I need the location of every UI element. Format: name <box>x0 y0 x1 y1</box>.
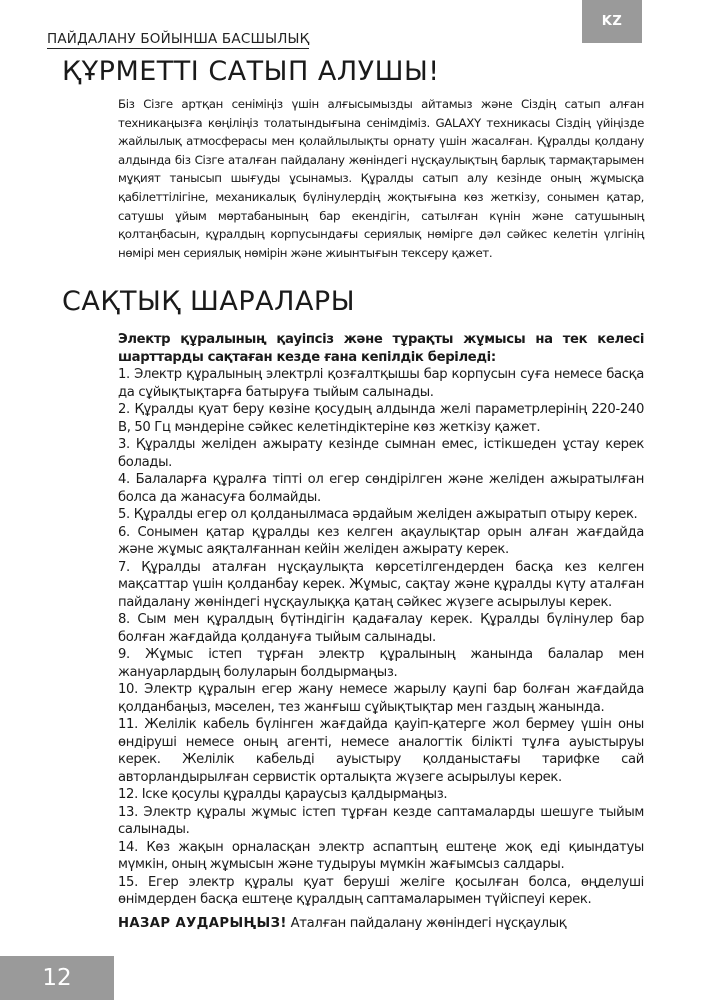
page-number: 12 <box>0 956 114 1000</box>
safety-item: 1. Электр құралының электрлі қозғалтқышы бар корпусын суға немесе басқа да сұйықтықтарға батыруға тыйым салынады. <box>118 367 644 400</box>
warning-label: НАЗАР АУДАРЫҢЫЗ! <box>118 915 287 931</box>
safety-item: 7. Құралды аталған нұсқаулықта көрсетілгендерден басқа кез келген мақсаттар үшін қолданбау керек. Жұмыс, сақтау және құралды күту аталған пайдалану жөніндегі нұсқаулыққа қатаң сәйкес жүзеге асырылуы керек. <box>118 559 644 610</box>
intro-paragraph: Біз Сізге артқан сеніміңіз үшін алғысымызды айтамыз және Сіздің сатып алған техникаңызға көңіліңіз толатындығына сенімдіміз. GALAXY техникасы Сіздің үйіңізде жайлылық атмосферасы мен қолайлылықты орнату үшін жасалған. Құралды қолдану алдында біз Сізге аталған пайдалану жөніндегі нұсқаулықтың барлық тармақтарымен мұқият танысып шығуды ұсынамыз. Құралды сатып алу кезінде оның жұмысқа қабілеттілігіне, механикалық бүлінулердің жоқтығына көз жеткізу, сонымен қатар, сатушы ұйым мөртабанының бар екендігін, сатылған күнін және сатушының қолтаңбасын, құралдың корпусындағы сериялық нөмірге дәл сәйкес келетін үлгінің нөмірі мен сериялық нөмірін және жиынтығын тексеру қажет. <box>118 97 644 260</box>
running-header: ПАЙДАЛАНУ БОЙЫНША БАСШЫЛЫҚ <box>47 31 310 47</box>
safety-item: 8. Сым мен құралдың бүтіндігін қадағалау керек. Құралды бүлінулер бар болған жағдайда қолдануға тыйым салынады. <box>118 612 644 645</box>
safety-item: 13. Электр құралы жұмыс істеп тұрған кезде саптамаларды шешуге тыйым салынады. <box>118 804 644 837</box>
safety-item: 14. Көз жақын орналасқан электр аспаптың ештеңе жоқ еді қиындатуы мүмкін, оның жұмысын және тудыруы мүмкін жағымсыз салдары. <box>118 839 644 872</box>
warning-text: Аталған пайдалану жөніндегі нұсқаулық <box>286 915 567 931</box>
greeting-title: ҚҰРМЕТТІ САТЫП АЛУШЫ! <box>62 56 440 87</box>
safety-item: 4. Балаларға құралға тіпті ол егер сөндірілген және желіден ажыратылған болса да жанасуға болмайды. <box>118 472 644 505</box>
safety-item: 3. Құралды желіден ажырату кезінде сымнан емес, істікшеден ұстау керек болады. <box>118 437 644 470</box>
safety-item: 12. Іске қосулы құралды қараусыз қалдырмаңыз. <box>118 787 448 802</box>
safety-item: 11. Желілік кабель бүлінген жағдайда қауіп-қатерге жол бермеу үшін оны өндіруші немесе оның агенті, немесе аналогтік білікті тұлға ауыстыруы керек. Желілік кабельді ауыстыру қолданыстағы тарифке сай авторландырылған сервистік орталықта жүзеге асырылуы керек. <box>118 717 644 785</box>
warning-paragraph <box>118 915 644 933</box>
safety-section <box>118 331 644 932</box>
safety-list <box>118 366 644 909</box>
language-tab: KZ <box>582 0 642 43</box>
safety-title: САҚТЫҚ ШАРАЛАРЫ <box>62 286 356 317</box>
safety-item: 10. Электр құралын егер жану немесе жарылу қаупі бар болған жағдайда қолданбаңыз, мәселен, тез жанғыш сұйықтықтар мен газдың жанында. <box>118 682 644 715</box>
safety-item: 6. Сонымен қатар құралды кез келген ақаулықтар орын алған жағдайда және жұмыс аяқталғаннан кейін желіден ажырату керек. <box>118 524 644 557</box>
safety-item: 2. Құралды қуат беру көзіне қосудың алдында желі параметрлерінің 220-240 В, 50 Гц мәндеріне сәйкес келетіндіктеріне көз жеткізу қажет. <box>118 402 644 435</box>
safety-item: 5. Құралды егер ол қолданылмаса әрдайым желіден ажыратып отыру керек. <box>118 507 638 522</box>
safety-lead: Электр құралының қауіпсіз және тұрақты жұмысы на тек келесі шарттарды сақтаған кезде ғана кепілдік беріледі: <box>118 332 644 365</box>
safety-item: 9. Жұмыс істеп тұрған электр құралының жанында балалар мен жануарлардың болуларын болдырмаңыз. <box>118 647 644 680</box>
safety-item: 15. Егер электр құралы қуат беруші желіге қосылған болса, өңделуші өнімдерден басқа ештеңе құралдың саптамаларымен түйіспеуі керек. <box>118 874 644 907</box>
